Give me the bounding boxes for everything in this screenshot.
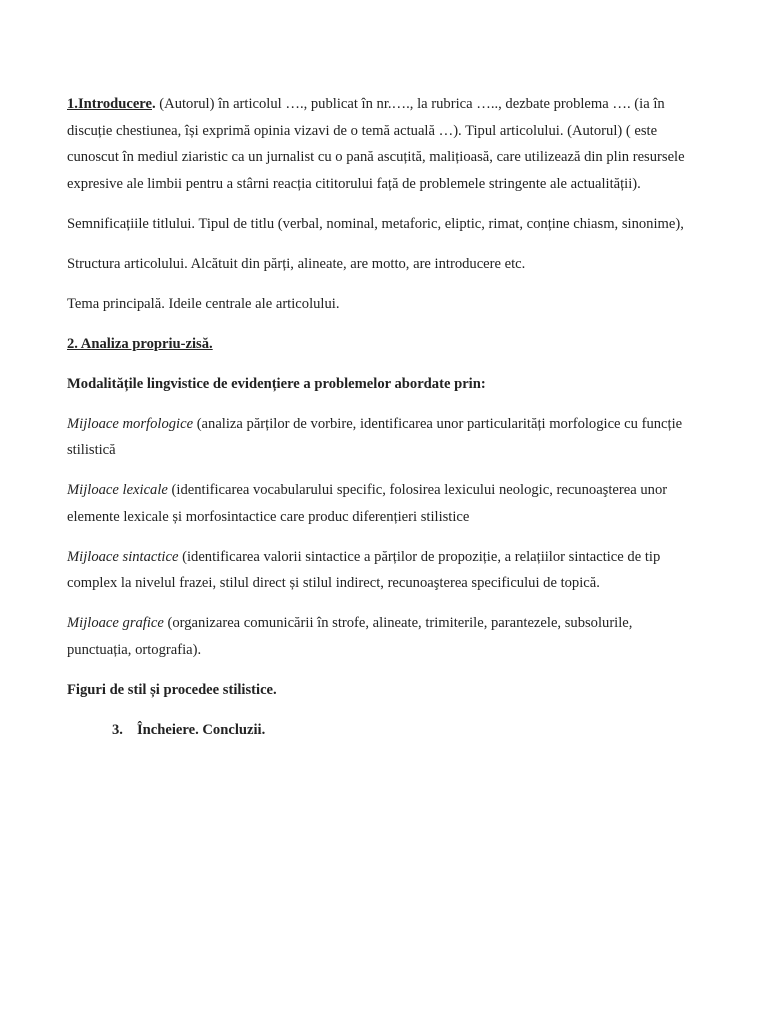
mijloace-lexicale-label: Mijloace lexicale [67, 482, 168, 498]
document-body [67, 91, 699, 757]
mijloace-morfologice-text: (analiza părților de vorbire, identificarea unor particularități morfologice cu funcție stilistică [67, 415, 683, 458]
mijloace-sintactice-text: (identificarea valorii sintactice a părților de propoziție, a relațiilor sintactice de tip complex la nivelul frazei, stilul direct și stilul indirect, recunoaşterea specificului de topică. [67, 548, 661, 591]
mijloace-sintactice-paragraph [67, 544, 699, 597]
conclusion-heading [112, 717, 699, 744]
mijloace-sintactice-label: Mijloace sintactice [67, 548, 179, 565]
intro-paragraph [67, 91, 699, 197]
modalitati-heading: Modalitățile lingvistice de evidențiere a problemelor abordate prin: [67, 375, 486, 392]
mijloace-grafice-text: (organizarea comunicării în strofe, alineate, trimiterile, parantezele, subsolurile, punctuația, ortografia). [67, 615, 633, 658]
intro-heading: 1.Introducere [67, 96, 152, 112]
mijloace-lexicale-text: (identificarea vocabularului specific, folosirea lexicului neologic, recunoaşterea unor elemente lexicale și morfosintactice care produc diferențieri stilistice [67, 482, 668, 525]
figuri-heading: Figuri de stil și procedee stilistice. [67, 681, 277, 698]
conclusion-number: 3. [112, 721, 123, 738]
mijloace-morfologice-label: Mijloace morfologice [67, 415, 194, 432]
intro-heading-dot: . [152, 96, 156, 112]
theme-paragraph: Tema principală. Ideile centrale ale articolului. [67, 295, 340, 312]
structure-paragraph: Structura articolului. Alcătuit din părți, alineate, are motto, are introducere etc. [67, 255, 526, 272]
mijloace-grafice-label: Mijloace grafice [67, 615, 164, 631]
section-2-heading: 2. Analiza propriu-zisă. [67, 335, 213, 352]
title-meaning-paragraph: Semnificațiile titlului. Tipul de titlu (verbal, nominal, metaforic, eliptic, rimat, conține chiasm, sinonime), [67, 215, 684, 232]
mijloace-morfologice-paragraph [67, 411, 699, 464]
intro-text: (Autorul) în articolul …., publicat în nr.…., la rubrica ….., dezbate problema …. (ia în discuție chestiunea, își exprimă opinia vizavi de o temă actuală …). Tipul articolului. (Autorul) ( este cunoscut în mediul ziaristic ca un jurnalist cu o pană ascuțită, malițioasă, care utilizează din plin resursele expresive ale limbii pentru a stârni reacția cititorului față de problemele stringente ale actualității). [67, 96, 685, 192]
conclusion-text: Încheiere. Concluzii. [137, 721, 266, 738]
mijloace-grafice-paragraph [67, 610, 699, 663]
mijloace-lexicale-paragraph [67, 477, 699, 530]
